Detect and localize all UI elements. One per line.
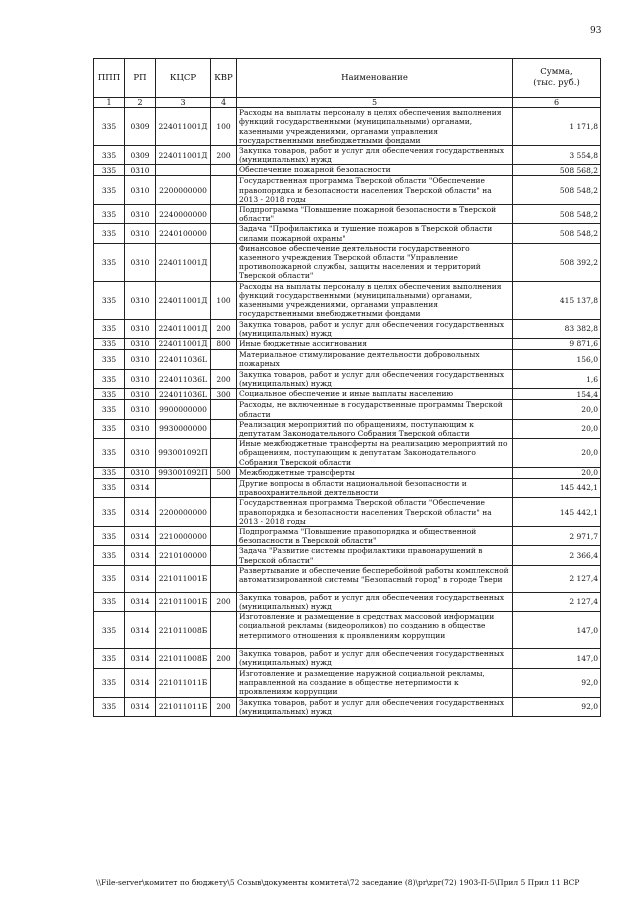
cell-rp: 0310 <box>125 350 156 370</box>
cell-ppp: 335 <box>94 205 125 224</box>
table-row <box>94 389 601 400</box>
cell-rp: 0310 <box>125 389 156 400</box>
cell-sum: 2 127,4 <box>513 565 601 592</box>
cell-sum: 147,0 <box>513 649 601 668</box>
cell-sum: 508 392,2 <box>513 243 601 281</box>
cell-kcsr <box>156 478 211 497</box>
cell-rp: 0314 <box>125 498 156 527</box>
cell-sum: 508 548,2 <box>513 205 601 224</box>
header-sum: Сумма, (тыс. руб.) <box>513 59 601 98</box>
cell-kcsr: 224011001Д <box>156 146 211 165</box>
cell-ppp: 335 <box>94 243 125 281</box>
cell-kvr <box>211 205 237 224</box>
cell-ppp: 335 <box>94 165 125 176</box>
cell-kcsr <box>156 165 211 176</box>
cell-name: Закупка товаров, работ и услуг для обеспечения государственных (муниципальных) нужд <box>237 649 513 668</box>
table-row <box>94 668 601 697</box>
table-row <box>94 592 601 611</box>
cell-ppp: 335 <box>94 350 125 370</box>
cell-name: Обеспечение пожарной безопасности <box>237 165 513 176</box>
cell-kcsr: 224011001Д <box>156 281 211 319</box>
table-row <box>94 370 601 389</box>
cell-sum: 92,0 <box>513 668 601 697</box>
cell-kvr <box>211 419 237 438</box>
cell-name: Задача "Профилактика и тушение пожаров в Тверской области силами пожарной охраны" <box>237 224 513 243</box>
cell-sum: 2 127,4 <box>513 592 601 611</box>
cell-kcsr: 224011036L <box>156 350 211 370</box>
table-row <box>94 224 601 243</box>
cell-rp: 0314 <box>125 478 156 497</box>
cell-rp: 0314 <box>125 592 156 611</box>
cell-sum: 154,4 <box>513 389 601 400</box>
table-header-row <box>94 59 601 98</box>
cell-ppp: 335 <box>94 419 125 438</box>
cell-kcsr: 2200000000 <box>156 176 211 205</box>
cell-kcsr: 224011036L <box>156 370 211 389</box>
table-row <box>94 419 601 438</box>
cell-name: Межбюджетные трансферты <box>237 467 513 478</box>
cell-kcsr: 221011001Б <box>156 592 211 611</box>
file-path-footer: \\File-server\комитет по бюджету\5 Созыв\документы комитета\72 заседание (8)\pr\zpr(72) 1903-П-5\Прил 5 Прил 11 ВСР <box>96 878 580 887</box>
cell-name: Расходы, не включенные в государственные программы Тверской области <box>237 400 513 419</box>
cell-rp: 0314 <box>125 612 156 649</box>
cell-sum: 508 548,2 <box>513 224 601 243</box>
cell-rp: 0310 <box>125 205 156 224</box>
table-row <box>94 146 601 165</box>
cell-rp: 0310 <box>125 281 156 319</box>
cell-rp: 0314 <box>125 668 156 697</box>
cell-rp: 0310 <box>125 243 156 281</box>
cell-ppp: 335 <box>94 526 125 545</box>
cell-sum: 92,0 <box>513 697 601 716</box>
cell-kcsr: 224011001Д <box>156 319 211 338</box>
cell-rp: 0310 <box>125 439 156 468</box>
cell-kvr <box>211 498 237 527</box>
table-row <box>94 526 601 545</box>
column-number: 2 <box>125 98 156 108</box>
cell-kvr <box>211 565 237 592</box>
budget-table <box>93 58 601 717</box>
cell-ppp: 335 <box>94 224 125 243</box>
cell-sum: 156,0 <box>513 350 601 370</box>
cell-ppp: 335 <box>94 281 125 319</box>
table-row <box>94 165 601 176</box>
cell-ppp: 335 <box>94 146 125 165</box>
cell-kvr <box>211 439 237 468</box>
cell-kvr: 200 <box>211 697 237 716</box>
cell-rp: 0309 <box>125 108 156 146</box>
cell-ppp: 335 <box>94 649 125 668</box>
cell-name: Закупка товаров, работ и услуг для обеспечения государственных (муниципальных) нужд <box>237 319 513 338</box>
cell-sum: 145 442,1 <box>513 478 601 497</box>
cell-kcsr: 221011011Б <box>156 668 211 697</box>
cell-sum: 147,0 <box>513 612 601 649</box>
column-number: 1 <box>94 98 125 108</box>
header-ppp: ППП <box>94 59 125 98</box>
cell-ppp: 335 <box>94 370 125 389</box>
cell-ppp: 335 <box>94 668 125 697</box>
table-row <box>94 439 601 468</box>
cell-kvr <box>211 243 237 281</box>
cell-rp: 0310 <box>125 370 156 389</box>
cell-kvr <box>211 224 237 243</box>
cell-name: Изготовление и размещение в средствах массовой информации социальной рекламы (видеороликов) по созданию в обществе нетерпимого отношения к проявлениям коррупции <box>237 612 513 649</box>
cell-rp: 0314 <box>125 697 156 716</box>
table-row <box>94 649 601 668</box>
cell-name: Материальное стимулирование деятельности добровольных пожарных <box>237 350 513 370</box>
cell-kvr: 300 <box>211 389 237 400</box>
cell-name: Социальное обеспечение и иные выплаты населению <box>237 389 513 400</box>
cell-name: Финансовое обеспечение деятельности государственного казенного учреждения Тверской области "Управление противопожарной службы, защиты населения и территорий Тверской области" <box>237 243 513 281</box>
cell-ppp: 335 <box>94 467 125 478</box>
cell-sum: 508 568,2 <box>513 165 601 176</box>
cell-kvr <box>211 478 237 497</box>
cell-name: Закупка товаров, работ и услуг для обеспечения государственных (муниципальных) нужд <box>237 146 513 165</box>
cell-kcsr: 9930000000 <box>156 419 211 438</box>
cell-name: Реализация мероприятий по обращениям, поступающим к депутатам Законодательного Собрания Тверской области <box>237 419 513 438</box>
cell-kcsr: 221011011Б <box>156 697 211 716</box>
cell-sum: 1 171,8 <box>513 108 601 146</box>
cell-name: Подпрограмма "Повышение правопорядка и общественной безопасности в Тверской области" <box>237 526 513 545</box>
header-rp: РП <box>125 59 156 98</box>
cell-kcsr: 2240100000 <box>156 224 211 243</box>
cell-rp: 0314 <box>125 546 156 565</box>
table-row <box>94 108 601 146</box>
table-row <box>94 498 601 527</box>
cell-rp: 0310 <box>125 400 156 419</box>
table-row <box>94 478 601 497</box>
cell-kvr <box>211 612 237 649</box>
table-row <box>94 697 601 716</box>
cell-kvr <box>211 526 237 545</box>
cell-name: Иные бюджетные ассигнования <box>237 339 513 350</box>
cell-ppp: 335 <box>94 400 125 419</box>
cell-kcsr: 221011001Б <box>156 565 211 592</box>
cell-ppp: 335 <box>94 565 125 592</box>
cell-kcsr: 2240000000 <box>156 205 211 224</box>
column-number: 3 <box>156 98 211 108</box>
header-kvr: КВР <box>211 59 237 98</box>
cell-name: Подпрограмма "Повышение пожарной безопасности в Тверской области" <box>237 205 513 224</box>
column-number-row <box>94 98 601 108</box>
cell-kvr: 500 <box>211 467 237 478</box>
cell-kcsr: 2200000000 <box>156 498 211 527</box>
table-row <box>94 546 601 565</box>
cell-kcsr: 993001092П <box>156 439 211 468</box>
cell-kcsr: 221011008Б <box>156 612 211 649</box>
cell-name: Задача "Развитие системы профилактики правонарушений в Тверской области" <box>237 546 513 565</box>
table-row <box>94 176 601 205</box>
cell-ppp: 335 <box>94 439 125 468</box>
header-name: Наименование <box>237 59 513 98</box>
cell-kvr <box>211 165 237 176</box>
cell-ppp: 335 <box>94 176 125 205</box>
cell-kcsr: 224011001Д <box>156 339 211 350</box>
cell-sum: 415 137,8 <box>513 281 601 319</box>
table-row <box>94 400 601 419</box>
cell-name: Закупка товаров, работ и услуг для обеспечения государственных (муниципальных) нужд <box>237 697 513 716</box>
cell-rp: 0314 <box>125 649 156 668</box>
cell-ppp: 335 <box>94 339 125 350</box>
cell-ppp: 335 <box>94 498 125 527</box>
cell-ppp: 335 <box>94 478 125 497</box>
cell-kvr <box>211 546 237 565</box>
cell-kvr: 800 <box>211 339 237 350</box>
table-row <box>94 467 601 478</box>
cell-rp: 0310 <box>125 176 156 205</box>
cell-kvr: 200 <box>211 146 237 165</box>
cell-kcsr: 224011001Д <box>156 108 211 146</box>
cell-name: Закупка товаров, работ и услуг для обеспечения государственных (муниципальных) нужд <box>237 592 513 611</box>
cell-name: Государственная программа Тверской области "Обеспечение правопорядка и безопасности населения Тверской области" на 2013 - 2018 годы <box>237 176 513 205</box>
cell-rp: 0310 <box>125 165 156 176</box>
cell-kvr <box>211 176 237 205</box>
cell-name: Другие вопросы в области национальной безопасности и правоохранительной деятельности <box>237 478 513 497</box>
cell-ppp: 335 <box>94 697 125 716</box>
cell-name: Иные межбюджетные трансферты на реализацию мероприятий по обращениям, поступающим к депутатам Законодательного Собрания Тверской области <box>237 439 513 468</box>
cell-sum: 2 366,4 <box>513 546 601 565</box>
cell-kvr: 200 <box>211 649 237 668</box>
page-number: 93 <box>590 26 602 36</box>
cell-kvr: 100 <box>211 108 237 146</box>
table-row <box>94 319 601 338</box>
cell-ppp: 335 <box>94 612 125 649</box>
cell-sum: 20,0 <box>513 439 601 468</box>
cell-name: Развертывание и обеспечение бесперебойной работы комплексной автоматизированной системы "Безопасный город" в городе Твери <box>237 565 513 592</box>
cell-name: Расходы на выплаты персоналу в целях обеспечения выполнения функций государственными (муниципальными) органами, казенными учреждениями, органами управления государственными внебюджетными фондами <box>237 281 513 319</box>
cell-kvr: 200 <box>211 319 237 338</box>
cell-kvr: 200 <box>211 370 237 389</box>
cell-name: Расходы на выплаты персоналу в целях обеспечения выполнения функций государственными (муниципальными) органами, казенными учреждениями, органами управления государственными внебюджетными фондами <box>237 108 513 146</box>
cell-ppp: 335 <box>94 108 125 146</box>
cell-sum: 3 554,8 <box>513 146 601 165</box>
cell-sum: 508 548,2 <box>513 176 601 205</box>
cell-sum: 145 442,1 <box>513 498 601 527</box>
cell-rp: 0309 <box>125 146 156 165</box>
cell-kcsr: 9900000000 <box>156 400 211 419</box>
cell-rp: 0310 <box>125 419 156 438</box>
cell-kcsr: 224011001Д <box>156 243 211 281</box>
cell-rp: 0314 <box>125 565 156 592</box>
cell-sum: 1,6 <box>513 370 601 389</box>
cell-ppp: 335 <box>94 546 125 565</box>
cell-sum: 9 871,6 <box>513 339 601 350</box>
cell-rp: 0310 <box>125 339 156 350</box>
cell-kvr <box>211 668 237 697</box>
cell-ppp: 335 <box>94 592 125 611</box>
cell-ppp: 335 <box>94 319 125 338</box>
cell-kvr <box>211 350 237 370</box>
column-number: 4 <box>211 98 237 108</box>
cell-ppp: 335 <box>94 389 125 400</box>
cell-rp: 0310 <box>125 319 156 338</box>
column-number: 6 <box>513 98 601 108</box>
cell-rp: 0310 <box>125 224 156 243</box>
cell-rp: 0310 <box>125 467 156 478</box>
cell-name: Государственная программа Тверской области "Обеспечение правопорядка и безопасности населения Тверской области" на 2013 - 2018 годы <box>237 498 513 527</box>
cell-sum: 20,0 <box>513 467 601 478</box>
table-row <box>94 243 601 281</box>
cell-sum: 2 971,7 <box>513 526 601 545</box>
cell-sum: 20,0 <box>513 419 601 438</box>
table-row <box>94 612 601 649</box>
cell-name: Изготовление и размещение наружной социальной рекламы, направленной на создание в обществе нетерпимости к проявлениям коррупции <box>237 668 513 697</box>
cell-name: Закупка товаров, работ и услуг для обеспечения государственных (муниципальных) нужд <box>237 370 513 389</box>
cell-sum: 20,0 <box>513 400 601 419</box>
cell-kcsr: 993001092П <box>156 467 211 478</box>
table-row <box>94 281 601 319</box>
table-row <box>94 350 601 370</box>
cell-kcsr: 221011008Б <box>156 649 211 668</box>
header-kcsr: КЦСР <box>156 59 211 98</box>
table-row <box>94 565 601 592</box>
cell-sum: 83 382,8 <box>513 319 601 338</box>
table-row <box>94 205 601 224</box>
cell-kcsr: 2210000000 <box>156 526 211 545</box>
column-number: 5 <box>237 98 513 108</box>
cell-kcsr: 2210100000 <box>156 546 211 565</box>
cell-kvr <box>211 400 237 419</box>
cell-kvr: 200 <box>211 592 237 611</box>
cell-kvr: 100 <box>211 281 237 319</box>
cell-kcsr: 224011036L <box>156 389 211 400</box>
cell-rp: 0314 <box>125 526 156 545</box>
table-row <box>94 339 601 350</box>
